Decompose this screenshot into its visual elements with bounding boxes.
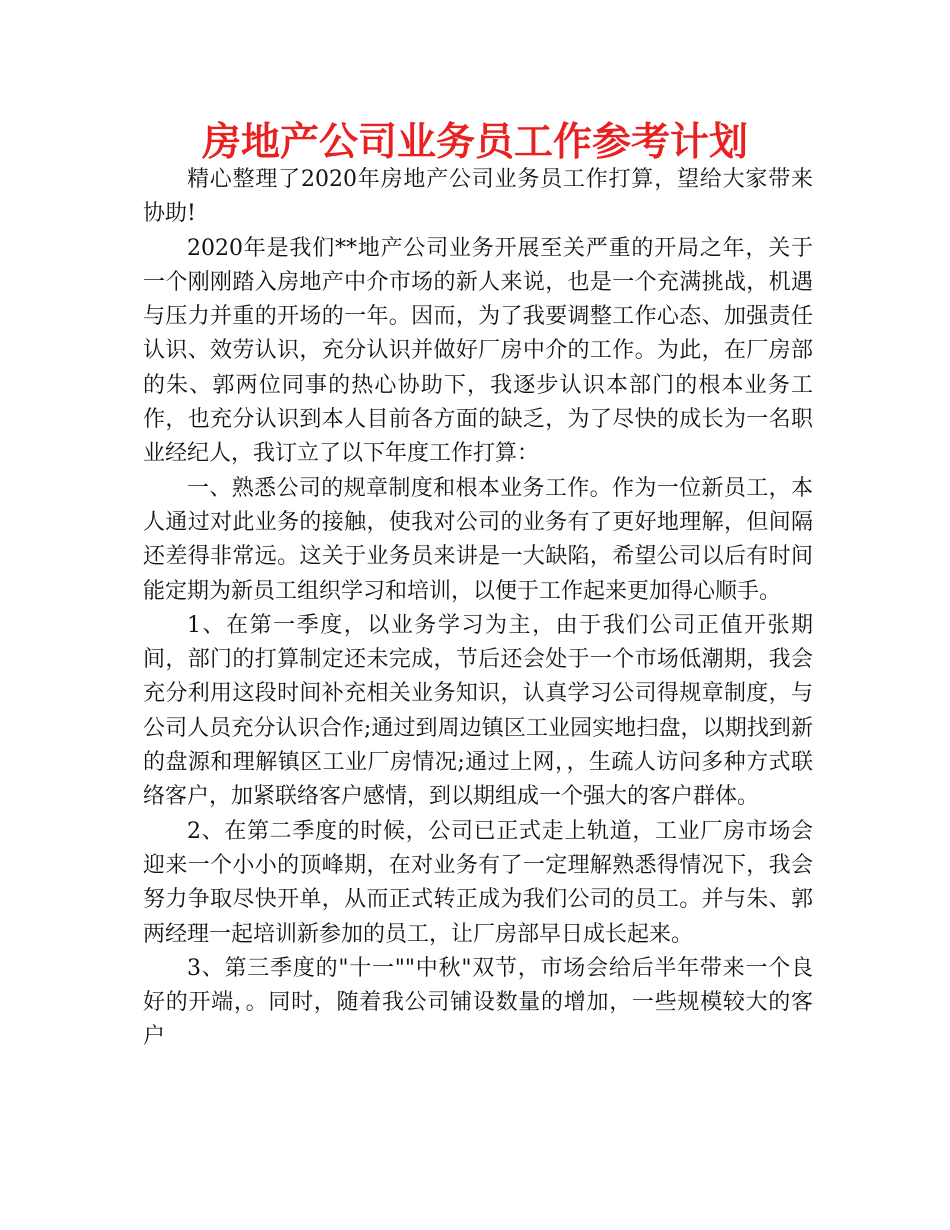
paragraph-overview: 2020年是我们**地产公司业务开展至关严重的开局之年，关于一个刚刚踏入房地产中介市场的新人来说，也是一个充满挑战，机遇与压力并重的开场的一年。因而，为了我要调整工作心态、加强责任认识、效劳认识，充分认识并做好厂房中介的工作。为此，在厂房部的朱、郭两位同事的热心协助下，我逐步认识本部门的根本业务工作，也充分认识到本人目前各方面的缺乏，为了尽快的成长为一名职业经纪人，我订立了以下年度工作打算： <box>143 235 813 467</box>
paragraph-q1: 1、在第一季度，以业务学习为主，由于我们公司正值开张期间，部门的打算制定还未完成，节后还会处于一个市场低潮期，我会充分利用这段时间补充相关业务知识，认真学习公司得规章制度，与公司人员充分认识合作;通过到周边镇区工业园实地扫盘，以期找到新的盘源和理解镇区工业厂房情况;通过上网，，生疏人访问多种方式联络客户，加紧联络客户感情，到以期组成一个强大的客户群体。 <box>143 612 813 810</box>
paragraph-q3: 3、第三季度的"十一""中秋"双节，市场会给后半年带来一个良好的开端，。同时，随着我公司铺设数量的增加，一些规模较大的客户 <box>143 955 813 1050</box>
paragraph-q2: 2、在第二季度的时候，公司已正式走上轨道，工业厂房市场会迎来一个小小的顶峰期，在对业务有了一定理解熟悉得情况下，我会努力争取尽快开单，从而正式转正成为我们公司的员工。并与朱、郭两经理一起培训新参加的员工，让厂房部早日成长起来。 <box>143 818 813 947</box>
paragraph-section-1: 一、熟悉公司的规章制度和根本业务工作。作为一位新员工，本人通过对此业务的接触，使我对公司的业务有了更好地理解，但间隔还差得非常远。这关于业务员来讲是一大缺陷，希望公司以后有时间能定期为新员工组织学习和培训，以便于工作起来更加得心顺手。 <box>143 475 813 604</box>
document-body <box>143 163 813 1055</box>
paragraph-intro: 精心整理了2020年房地产公司业务员工作打算，望给大家带来协助! <box>143 167 813 227</box>
document-title: 房地产公司业务员工作参考计划 <box>201 120 748 165</box>
